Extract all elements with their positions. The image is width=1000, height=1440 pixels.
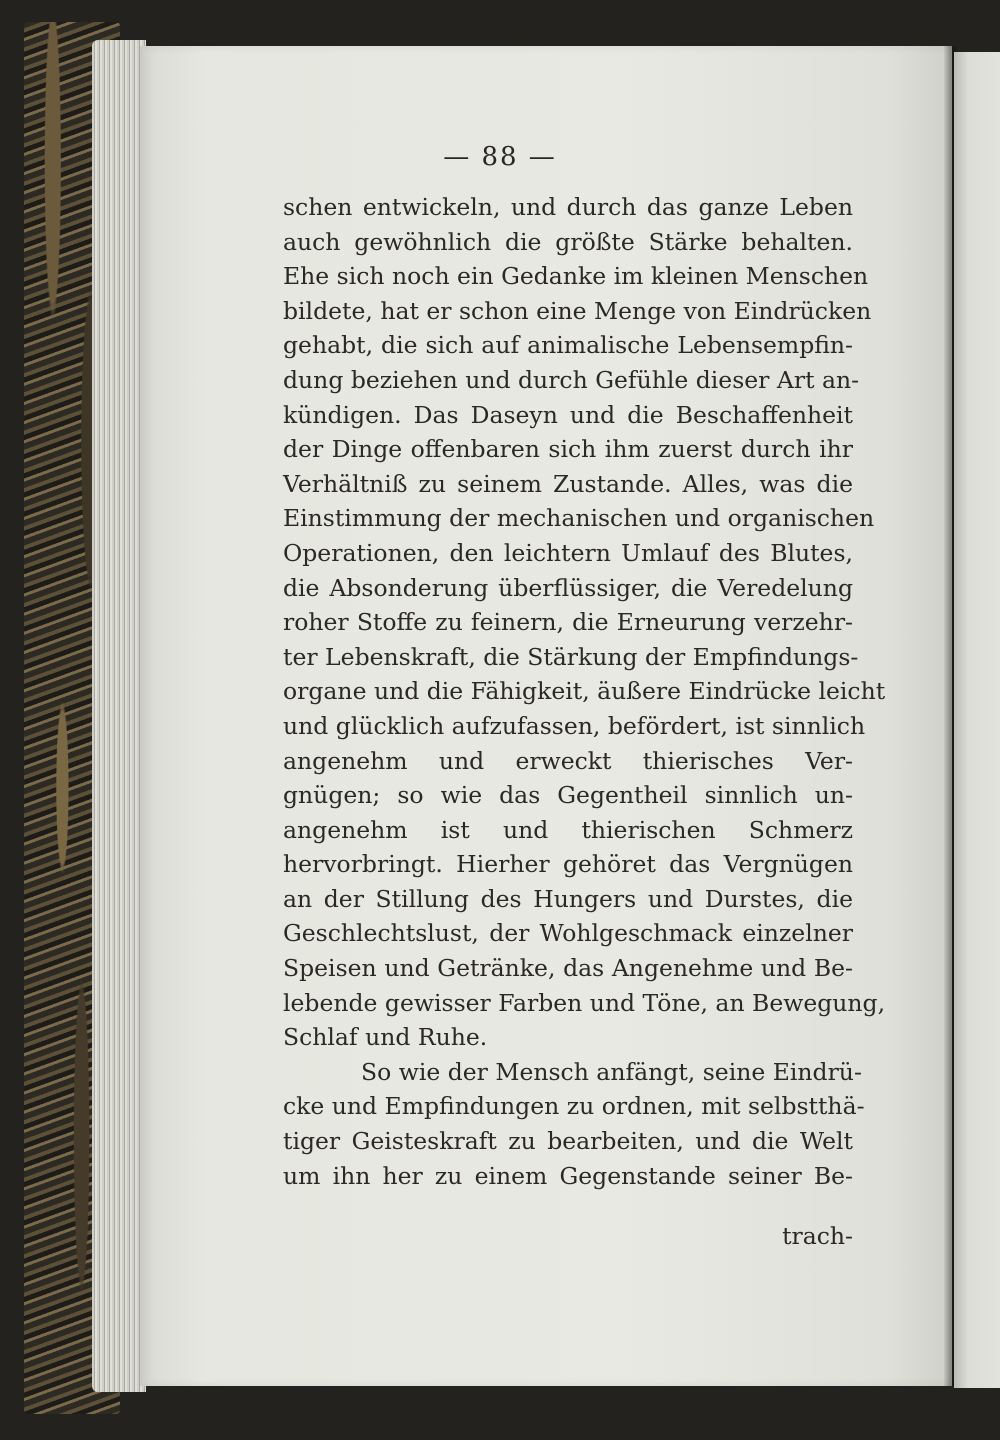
text-line: kündigen. Das Daseyn und die Beschaffenheit — [283, 400, 853, 429]
page-edges — [92, 40, 146, 1392]
text-line: Einstimmung der mechanischen und organischen — [283, 504, 875, 533]
text-line: an der Stillung des Hungers und Durstes, die — [283, 884, 853, 913]
text-line: So wie der Mensch anfängt, seine Eindrü- — [361, 1057, 862, 1086]
text-line: Schlaf und Ruhe. — [283, 1023, 488, 1052]
text-line: tiger Geisteskraft zu bearbeiten, und die Welt — [283, 1127, 853, 1156]
page-number: — 88 — — [443, 142, 557, 172]
text-line: roher Stoffe zu feinern, die Erneurung verzehr- — [283, 608, 853, 637]
text-line: dung beziehen und durch Gefühle dieser Art an- — [283, 365, 860, 394]
text-line: Ehe sich noch ein Gedanke im kleinen Menschen — [283, 262, 869, 291]
text-line: angenehm ist und thierischen Schmerz — [283, 815, 853, 844]
text-line: gnügen; so wie das Gegentheil sinnlich un- — [283, 781, 853, 810]
text-line: die Absonderung überflüssiger, die Veredelung — [283, 573, 853, 602]
text-line: Operationen, den leichtern Umlauf des Blutes, — [283, 538, 853, 567]
text-line: Speisen und Getränke, das Angenehme und Be- — [283, 954, 853, 983]
text-line: um ihn her zu einem Gegenstande seiner Be- — [283, 1161, 853, 1190]
text-line: angenehm und erweckt thierisches Ver- — [283, 746, 853, 775]
text-line: schen entwickeln, und durch das ganze Leben — [283, 193, 853, 221]
body-text — [283, 190, 886, 1193]
text-line: ter Lebenskraft, die Stärkung der Empfindungs- — [283, 642, 859, 671]
catchword: trach- — [782, 1222, 853, 1250]
text-line: lebende gewisser Farben und Töne, an Bewegung, — [283, 988, 886, 1017]
text-line: und glücklich aufzufassen, befördert, ist sinnlich — [283, 711, 866, 740]
text-line: cke und Empfindungen zu ordnen, mit selbstthä- — [283, 1092, 865, 1121]
text-line: hervorbringt. Hierher gehöret das Vergnügen — [283, 850, 853, 879]
text-line: auch gewöhnlich die größte Stärke behalten. — [283, 227, 853, 256]
text-line: bildete, hat er schon eine Menge von Eindrücken — [283, 296, 872, 325]
facing-page — [954, 52, 1000, 1388]
text-line: Verhältniß zu seinem Zustande. Alles, was die — [283, 469, 853, 498]
text-line: der Dinge offenbaren sich ihm zuerst durch ihr — [283, 435, 853, 464]
text-line: Geschlechtslust, der Wohlgeschmack einzelner — [283, 919, 853, 948]
text-line: organe und die Fähigkeit, äußere Eindrücke leicht — [283, 677, 886, 706]
text-line: gehabt, die sich auf animalische Lebensempfin- — [283, 331, 853, 360]
